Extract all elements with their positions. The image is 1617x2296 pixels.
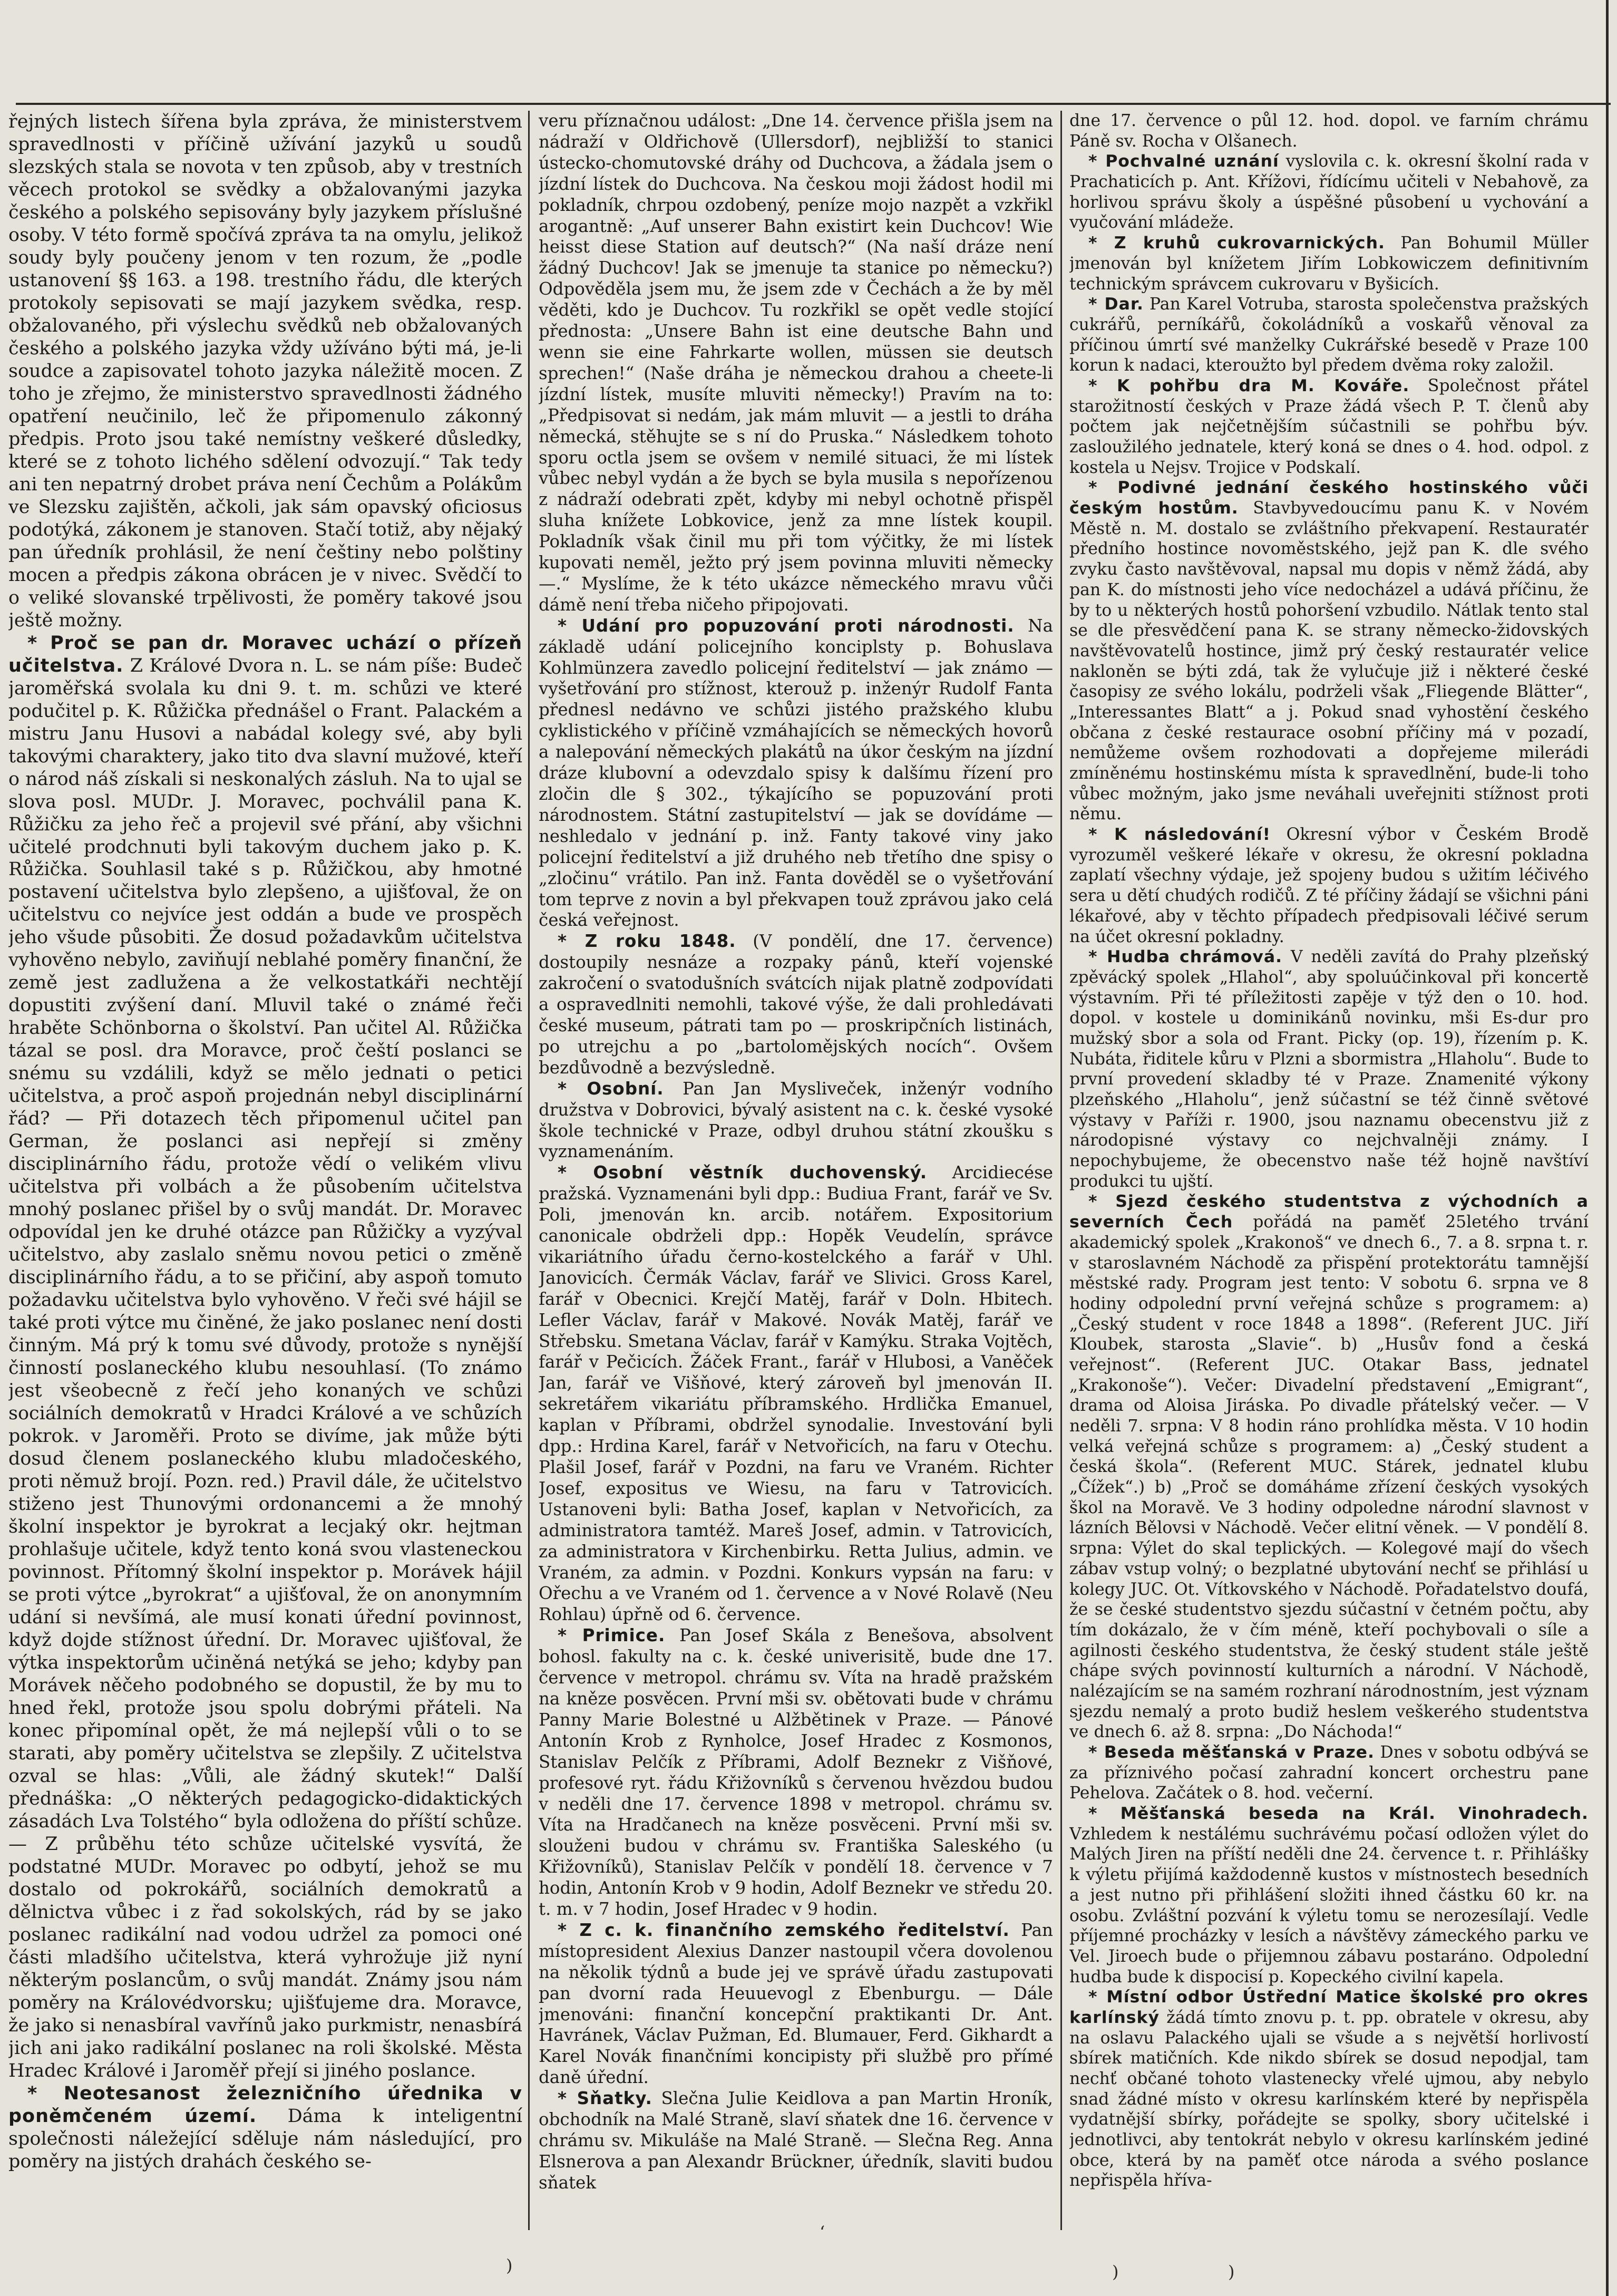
article-text: Pan Jan Mysliveček, inženýr vodního družstva v Dobrovici, bývalý asistent na c. k. české vysoké škole technické v Praze, odbyl druhou státní zkoušku s vyznamenáním. xyxy=(539,1078,1053,1162)
footer-mark: ‘ xyxy=(820,2222,825,2242)
article-paragraph xyxy=(539,931,1053,1078)
article-text: Pan Josef Skála z Benešova, absolvent bohosl. fakulty na c. k. české univerisitě, bude dne 17. července v metropol. chrámu sv. Víta na hradě pražském na kněze posvěcen. První mši sv. obětovati bude v chrámu Panny Marie Bolestné u Alžbětinek v Praze. — Pánové Antonín Krob z Rynholce, Josef Hradec z Kosmonos, Stanislav Pelčík z Příbrami, Adolf Beznekr z Višňové, profesové ryt. řádu Křižovníků s červenou hvězdou budou v neděli dne 17. července 1898 v metropol. chrámu sv. Víta na Hradčanech na kněze posvěceni. První mši sv. slouženi budou v chrámu sv. Františka Saleského (u Křižovníků), Stanislav Pelčík v pondělí 18. července v 7 hodin, Antonín Krob v 9 hodin, Adolf Beznekr ve středu 20. t. m. v 7 hodin, Josef Hradec v 9 hodin. xyxy=(539,1625,1053,1920)
article-text: Okresní výbor v Českém Brodě vyrozuměl veškeré lékaře v okresu, že okresní pokladna zaplatí všechny výdaje, jež spojeny budou s užitím léčivého sera u dětí chudých rodičů. Z té příčiny žádají se všichni páni lékařové, aby v těchto případech předpisovali léčivé serum na účet okresní pokladny. xyxy=(1069,825,1589,946)
article-heading: * K pohřbu dra M. Kováře. xyxy=(1088,376,1410,395)
article-text: Pan Karel Votruba, starosta společenstva pražských cukrářů, perníkářů, čokoládníků a voskařů věnoval za příčinou úmrtí své manželky Cukrářské besedě v Praze 100 korun k nadaci, kteroužto byl předem dvěma roky založil. xyxy=(1069,295,1589,375)
article-text: Pan místopresident Alexius Danzer nastoupil včera dovolenou na několik týdnů a bude jej ve správě úřadu zastupovati pan dvorní rada Heuuevogl z Ebenburgu. — Dále jmenováni: finanční koncepční praktikanti Dr. Ant. Havránek, Václav Pužman, Ed. Blumauer, Ferd. Gikhardt a Karel Novák finančními koncipisty při službě pro přímé daně úřední. xyxy=(539,1920,1053,2088)
footer-mark: ) xyxy=(506,2255,513,2275)
footer-mark: ) xyxy=(1228,2262,1235,2282)
article-heading: * Z c. k. finančního zemského ředitelství. xyxy=(558,1920,1010,1940)
article-heading: * Osobní věstník duchovenský. xyxy=(558,1162,928,1183)
article-text: pořádá na paměť 25letého trvání akademický spolek „Krakonoš“ ve dnech 6., 7. a 8. srpna t. r. v staroslavném Náchodě za přispění protektorátu tamnější městské rady. Program jest tento: V sobotu 6. srpna ve 8 hodiny odpolední první veřejná schůze s programem: a) „Český student v roce 1848 a 1898“. (Referent JUC. Jiří Kloubek, starosta „Slavie“. b) „Husův fond a česká veřejnost“. (Referent JUC. Otakar Bass, jednatel „Krakonoše“). Večer: Divadelní představení „Emigrant“, drama od Aloisa Jiráska. Po divadle přátelský večer. — V neděli 7. srpna: V 8 hodin ráno prohlídka města. V 10 hodin velká veřejná schůze s programem: a) „Český student a česká škola“. (Referent MUC. Stárek, jednatel klubu „Čížek“.) b) „Proč se domáháme zřízení českých vysokých škol na Moravě. Ve 3 hodiny odpoledne národní slavnost v lázních Bělovsi v Náchodě. Večer elitní věnek. — V pondělí 8. srpna: Výlet do skal teplických. — Kolegové mají do všech zábav vstup volný; o bezplatné ubytování nechť se přihlásí u kolegy JUC. Ot. Vítkovského v Náchodě. Pořadatelstvo doufá, že se české studentstvo sjezdu súčastní v četném počtu, aby tím dokázalo, že v čím méně, kteří pochybovali o síle a agilnosti českého studentstva, že český student stále ještě chápe svých povinností kulturních a národní. V Náchodě, nalézajícím se na samém rozhraní národnostním, jest význam sjezdu nemalý a proto budiž heslem veškerého studentstva ve dnech 6. až 8. srpna: „Do Náchoda!“ xyxy=(1069,1213,1589,1742)
article-text: Arcidiecése pražská. Vyznamenáni byli dpp.: Budiua Frant, farář ve Sv. Poli, jmenován kn. arcib. notářem. Expositorium canonicale obdrželi dpp.: Hopěk Veudelín, správce vikariátního úřadu černo-kostelckého a farář v Uhl. Janovicích. Čermák Václav, farář ve Slivici. Gross Karel, farář v Obecnici. Krejčí Matěj, farář v Doln. Hbitech. Lefler Václav, farář v Makové. Novák Matěj, farář ve Střebsku. Smetana Václav, farář v Kamýku. Straka Vojtěch, farář v Pečicích. Žáček Frant., farář v Hlubosi, a Vaněček Jan, farář ve Višňové, který zároveň byl jmenován II. sekretářem vikariátu příbramského. Hrdlička Emanuel, kaplan v Příbrami, obdržel synodalie. Investování byli dpp.: Hrdina Karel, farář v Netvořicích, na faru v Otechu. Plašil Josef, farář v Pozdni, na faru ve Vraném. Richter Josef, expositus ve Wiesu, na faru v Tatrovicích. Ustanoveni byli: Batha Josef, kaplan v Netvořicích, za administratora tamtéž. Mareš Josef, admin. v Tatrovicích, za administratora v Kirchenbirku. Retta Julius, admin. ve Vraném, za admin. v Pozdni. Konkurs vypsán na faru: v Ořechu a ve Vraném od 1. července a v Nové Rolavě (Neu Rohlau) úpřně od 6. července. xyxy=(539,1162,1053,1625)
article-paragraph xyxy=(8,111,522,632)
right-border xyxy=(1606,0,1609,2296)
article-paragraph xyxy=(1069,294,1589,376)
article-heading: * Neotesanost železničního úřednika v poněmčeném území. xyxy=(8,2082,522,2127)
article-heading: * Místní odbor Ústřední Matice školské pro okres karlínský xyxy=(1069,1988,1589,2027)
article-heading: * Z kruhů cukrovarnických. xyxy=(1088,234,1385,253)
article-text: Společnost přátel starožitností českých v Praze žádá všech P. T. členů aby počtem jak nejčetnějším súčastnili se pohřbu býv. zasloužilého jednatele, který koná se dnes o 4. hod. odpol. z kostela u Nejsv. Trojice v Podskalí. xyxy=(1069,376,1589,477)
article-heading: * Měšťanská beseda na Král. Vinohradech. xyxy=(1088,1804,1589,1824)
article-text: Dnes v sobotu odbývá se za příznivého počasí zahradní koncert orchestru pane Pehelova. Začátek o 8. hod. večerní. xyxy=(1069,1743,1589,1803)
article-text: Slečna Julie Keidlova a pan Martin Hroník, obchodník na Malé Straně, slaví sňatek dne 16. července v chrámu sv. Mikuláše na Malé Straně. — Slečna Reg. Anna Elsnerova a pan Alexandr Brückner, úředník, slaviti budou sňatek xyxy=(539,2088,1053,2193)
text-columns xyxy=(8,111,1598,2214)
article-heading: * Udání pro popuzování proti národnosti. xyxy=(558,615,1015,636)
column-2 xyxy=(539,111,1053,2214)
article-text: dne 17. července o půl 12. hod. dopol. ve farním chrámu Páně sv. Rocha v Olšanech. xyxy=(1069,111,1589,151)
article-heading: * Pochvalné uznání xyxy=(1088,152,1279,171)
article-paragraph xyxy=(8,632,522,2082)
article-heading: * Primice. xyxy=(558,1625,666,1646)
article-heading: * K následování! xyxy=(1088,825,1271,845)
article-paragraph xyxy=(1069,376,1589,478)
column-3 xyxy=(1069,111,1589,2214)
top-rule xyxy=(16,103,1611,105)
article-text: veru příznačnou událost: „Dne 14. července přišla jsem na nádraží v Oldřichově (Ullersdorf), nejbližší to stanici ústecko-chomutovské dráhy od Duchcova, a žádala jsem o jízdní lístek do Duchcova. Na českou moji žádost hodil mi pokladník, chrpou ozdobený, peníze mojo nazpět a vzkřikl arogantně: „Auf unserer Bahn existirt kein Duchcov! Wie heisst diese Station auf deutsch?“ (Na naší dráze není žádný Duchcov! Jak se jmenuje ta stanice po německu?) Odpověděla jsem mu, že jsem zde v Čechách a že by měl věděti, kdo je Duchcov. Tu rozkřikl se opět vedle stojící přednosta: „Unsere Bahn ist eine deutsche Bahn und wenn sie eine Fahrkarte wollen, müssen sie deutsch sprechen!“ (Naše dráha je německou drahou a cheete-li jízdní lístek, musíte mluviti německy!) Pravím na to: „Předpisovat si nedám, jak mám mluvit — a jestli to dráha německá, stěhujte se s ní do Pruska.“ Následkem tohoto sporu octla jsem se ovšem v nemilé situaci, že mi lístek vůbec nebyl vydán a že bych se byla musila s nepořízenou z nádraží odebrati zpět, kdyby mi nebyl ochotně přispěl sluha knížete Lobkovice, jenž za mne lístek koupil. Pokladník však činil mu při tom výčitky, že mi lístek kupovati neměl, ježto prý jsem povinna mluviti německy —.“ Myslíme, že k této ukázce německého mravu vůči dámě není třeba ničeho připojovati. xyxy=(539,111,1053,615)
article-paragraph xyxy=(1069,111,1589,151)
article-paragraph xyxy=(1069,825,1589,947)
article-heading: * Beseda měšťanská v Praze. xyxy=(1088,1743,1375,1762)
article-heading: * Sňatky. xyxy=(558,2088,652,2109)
article-heading: * Z roku 1848. xyxy=(558,931,736,952)
footer-mark: ) xyxy=(1112,2262,1119,2282)
article-paragraph xyxy=(1069,1742,1589,1804)
article-text: V neděli zavítá do Prahy plzeňský zpěvácký spolek „Hlahol“, aby spoluúčinkoval při koncertě výstavním. Při té příležitosti zapěje v týž den o 10. hod. dopol. v kostele u dominikánů novinku, mši Es-dur pro mužský sbor a sola od Frant. Picky (op. 19), řízením p. K. Nubáta, řiditele kůru v Plzni a sbormistra „Hlaholu“. Bude to první provedení skladby té v Praze. Znamenité výkony plzeňského „Hlaholu“, jenž súčastní se též činně světové výstavy v Paříži r. 1900, jsou naznamu obecenstvu již z národopisné výstavy co nejchvalněji známy. I nepochybujeme, že obecenstvo naše též hojně navštíví produkci tu ujští. xyxy=(1069,947,1589,1191)
article-text: Na základě udání policejního konciplsty p. Bohuslava Kohlmünzera zavedlo policejní ředitelství — jak známo — vyšetřování pro stížnost, kterouž p. inženýr Rudolf Fanta přednesl nedávno ve schůzi jistého pražského klubu cyklistického v příčině vzmáhajících se německých hovorů a nalepování německých plakátů na úkor českým na jízdní dráze klubovní a odevzdalo spisy k dalšímu řízení pro zločin dle § 302., týkajícího se popuzování proti národnostem. Státní zastupitelství — jak se dovídáme — neshledalo v jednání p. inž. Fanty takové viny jako policejní ředitelství a již druhého neb třetího dne spisy o „zločinu“ vrátilo. Pan inž. Fanta dověděl se o vyšetřování tom teprve z novin a byl překvapen touž zprávou jako celá česká veřejnost. xyxy=(539,615,1053,931)
article-text: vyslovila c. k. okresní školní rada v Prachaticích p. Ant. Křížovi, řídícímu učiteli v Nebahově, za horlivou správu školy a úspěšné působení u vychování a vyučování mládeže. xyxy=(1069,152,1589,232)
article-paragraph xyxy=(539,111,1053,616)
article-paragraph xyxy=(8,2082,522,2173)
article-paragraph xyxy=(539,616,1053,932)
article-text: Pan Bohumil Müller jmenován byl knížetem Jiřím Lobkowiczem definitivním technickým správcem cukrovaru v Byšicích. xyxy=(1069,234,1589,294)
article-heading: * Hudba chrámová. xyxy=(1088,947,1283,967)
article-heading: * Proč se pan dr. Moravec uchází o přízeň učitelstva. xyxy=(8,632,522,676)
article-text: žádá tímto znovu p. t. pp. obratele v okresu, aby na oslavu Palackého ujali se všude a s největší horlivostí sbírek matičních. Kde nikdo sbírek se dosud nepodjal, tam nechť občané tohoto vlastenecky vřelé ujmou, aby nebylo snad žádné místo v okresu karlínském které by nepřispěla vydatnější sbírky, pořádejte se spolky, sbory učitelské i jednotlivci, aby tentokrát nebylo v okresu karlínském jediné obce, která by na paměť otce národa a svého poslance nepřispěla hříva- xyxy=(1069,2008,1589,2191)
article-heading: * Podivné jednání českého hostinského vůči českým hostům. xyxy=(1069,478,1589,518)
article-paragraph xyxy=(1069,478,1589,825)
article-text: (V pondělí, dne 17. července) dostoupily nesnáze a rozpaky pánů, kteří vojenské zakročení o svatodušních svátcích nijak platně zodpovídati a ospravedlniti nemohli, takové výše, že dali prohledávati české museum, pátrati tam po — proskripčních listinách, po utrejchu a po „bartolomějských nocích“. Ovšem bezdůvodně a bezvýsledně. xyxy=(539,931,1053,1078)
article-paragraph xyxy=(1069,947,1589,1191)
article-paragraph xyxy=(1069,1987,1589,2191)
article-paragraph xyxy=(539,1625,1053,1920)
article-text: Stavbyvedoucímu panu K. v Novém Městě n. M. dostalo se zvláštního překvapení. Restauratér předního hostince novoměstského, jejž pan K. dle svého zvyku často navštěvoval, napsal mu dopis v němž žádá, aby pan K. do místnosti jeho více nedocházel a udává příčinu, že by to u některých hostů pohoršení vzbudilo. Nátlak tento stal se dle přesvědčení pana K. se strany německo-židovských navštěvovatelů hostince, jimž prý český restauratér velice nakloněn se býti zdá, tak že vylučuje již i některé české časopisy ze svého lokálu, podrželi však „Fliegende Blätter“, „Interessantes Blatt“ a j. Pokud snad vyhostění českého občana z české restaurace osobní příčiny má v pozadí, nemůžeme ovšem rozhodovati a dopřejeme milerádi zmíněnému hostinskému místa k spravedlnění, bude-li toho vůbec možným, jako jsme neváhali uveřejniti stížnost proti němu. xyxy=(1069,499,1589,824)
article-text: Dáma k inteligentní společnosti náležející sděluje nám následující, pro poměry na jistých drahách českého se- xyxy=(8,2105,522,2172)
article-heading: * Osobní. xyxy=(558,1078,664,1099)
article-text: Vzhledem k nestálému suchrávému počasí odložen výlet do Malých Jiren na příští neděli dne 24. července t. r. Přihlášky k výletu přijímá každodenně kustos v místnostech besedních a jest nutno při přihlášení složiti ihned částku 60 kr. na osobu. Zvláštní pozvání k výletu tomu se nerozesílají. Vedle příjemné procházky v lesích a návštěvy zámeckého parku ve Vel. Jiroech bude o přijemnou zábavu postaráno. Odpolední hudba bude k dispocisí p. Kopeckého civilní kapela. xyxy=(1069,1824,1589,1987)
article-paragraph xyxy=(1069,1191,1589,1742)
column-1 xyxy=(8,111,522,2214)
article-heading: * Dar. xyxy=(1088,295,1144,314)
article-paragraph xyxy=(1069,151,1589,233)
article-heading: * Sjezd českého studentstva z východních a severních Čech xyxy=(1069,1192,1589,1232)
article-text: řejných listech šířena byla zpráva, že ministerstvem spravedlnosti v příčině užívání jazyků u soudů slezských stala se novota v ten způsob, aby v trestních věcech protokol se svědky a obžalovanými jazyka českého a polského sepisovány byly jazykem příslušné osoby. V této formě spočívá zpráva ta na omylu, jelikož soudy byly poučeny jenom v ten rozum, že „podle ustanovení §§ 163. a 198. trestního řádu, dle kterých protokoly sepisovati se mají jazykem svědka, resp. obžalovaného, při výslechu svědků neb obžalovaných českého a polského jazyka vždy užíváno býti má, je-li soudce a zapisovatel tohoto jazyka náležitě mocen. Z toho je zřejmo, že ministerstvo spravedlnosti žádného opatření neučinilo, leč že připomenulo zákonný předpis. Proto jsou také nemístny veškeré důsledky, které se z tohoto lichého sdělení odvozují.“ Tak tedy ani ten nepatrný drobet práva není Čechům a Polákům ve Slezsku zajištěn, ačkoli, jak sám opavský oficiosus podotýká, zákonem je stanoven. Stačí totiž, aby nějaký pan úředník prohlásil, že není češtiny nebo polštiny mocen a předpis zákona obrácen je v nivec. Svědčí to o veliké slovanské trpělivosti, že poměry takové jsou ještě možny. xyxy=(8,111,522,631)
article-paragraph xyxy=(1069,233,1589,294)
article-paragraph xyxy=(1069,1804,1589,1987)
article-paragraph xyxy=(539,1162,1053,1625)
article-paragraph xyxy=(539,2088,1053,2194)
article-paragraph xyxy=(539,1079,1053,1163)
article-text: Z Králové Dvora n. L. se nám píše: Budeč jaroměřská svolala ku dni 9. t. m. schůzi ve které podučitel p. K. Růžička přednášel o Frant. Palackém a mistru Janu Husovi a nabádal kolegy své, aby byli takovými charaktery, jako tito dva slavní mužové, kteří o národ náš získali si neskonalých zásluh. Na to ujal se slova posl. MUDr. J. Moravec, pochválil pana K. Růžičku za jeho řeč a projevil své přání, aby všichni učitelé prodchnuti byli takovým duchem jako p. K. Růžička. Souhlasil také s p. Růžičkou, aby hmotné postavení učitelstva bylo zlepšeno, a ujišťoval, že on učitelstvu co nejvíce jest oddán a bude ve prospěch jeho všude působiti. Že dosud požadavkům učitelstva vyhověno nebylo, zaviňují neblahé poměry finanční, že země jest zadlužena a že velkostatkáři nechtějí dopustiti zvýšení daní. Mluvil také o známé řeči hraběte Schönborna o školství. Pan učitel Al. Růžička tázal se posl. dra Moravce, proč čeští poslanci se snému su vzdálili, když se mělo jednati o petici učitelstva, a proč aspoň projednán nebyl disciplinární řád? — Při dotazech těch připomenul učitel pan German, že poslanci asi nepřejí si změny disciplinárního řádu, protože vědí o velikém vlivu učitelstva při volbách a že působením učitelstva mnohý poslanec přišel by o svůj mandát. Dr. Moravec odpovídal jen ke druhé otázce pan Růžičky a vyzýval učitelstvo, aby zaslalo sněmu novou petici o změně disciplinárního řádu, a to se přičiní, aby aspoň tomuto požadavku učitelstva bylo vyhověno. V řeči své hájil se také proti výtce mu činěné, že jako poslanec není dosti činným. Má prý k tomu své důvody, protože s nynější činností poslaneckého klubu nesouhlasí. (To známo jest všeobecně z řečí jeho konaných ve schůzi sociálních demokratů v Hradci Králové a ve schůzích pokrok. v Jaroměři. Proto se divíme, jak může býti dosud členem poslaneckého klubu mladočeského, proti němuž brojí. Pozn. red.) Pravil dále, že učitelstvo stiženo jest Thunovými ordonancemi a že mnohý školní inspektor je byrokrat a lecjaký okr. hejtman prohlašuje učitele, když tento koná svou vlasteneckou povinnost. Přítomný školní inspektor p. Morávek hájil se proti výtce „byrokrat“ a ujišťoval, že on anonymním udání si nevšímá, ale musí konati úřední povinnost, když dojde stížnost úřední. Dr. Moravec ujišťoval, že výtka inspektorům učiněná netýká se jeho; kdyby pan Morávek něčeho podobného se dopustil, že by mu to hned řekl, protože jsou spolu dobrými přáteli. Na konec připomínal opět, že má nejlepší vůli o to se starati, aby poměry učitelstva se zlepšily. Z učitelstva ozval se hlas: „Vůli, ale žádný skutek!“ Další přednáška: „O některých pedagogicko-didaktických zásadách Lva Tolstého“ byla odložena do příští schůze. — Z průběhu této schůze učitelské vysvítá, že podstatné MUDr. Moravec po odbytí, jehož se mu dostalo od pokrokářů, sociálních demokratů a dělnictva vůbec i z řad sokolských, rád by se jako poslanec radikální nad vodou udržel za pomoci oné části mladšího učitelstva, která vyhrožuje již nyní některým poslancům, o svůj mandát. Známy jsou nám poměry na Královédvorsku; ujišťujeme dra. Moravce, že jako si nenasbíral vavřínů jako purkmistr, nenasbírá jich ani jako radikální poslanec na roli školské. Města Hradec Králové i Jaroměř přejí si jiného poslance. xyxy=(8,655,522,2081)
article-paragraph xyxy=(539,1920,1053,2088)
